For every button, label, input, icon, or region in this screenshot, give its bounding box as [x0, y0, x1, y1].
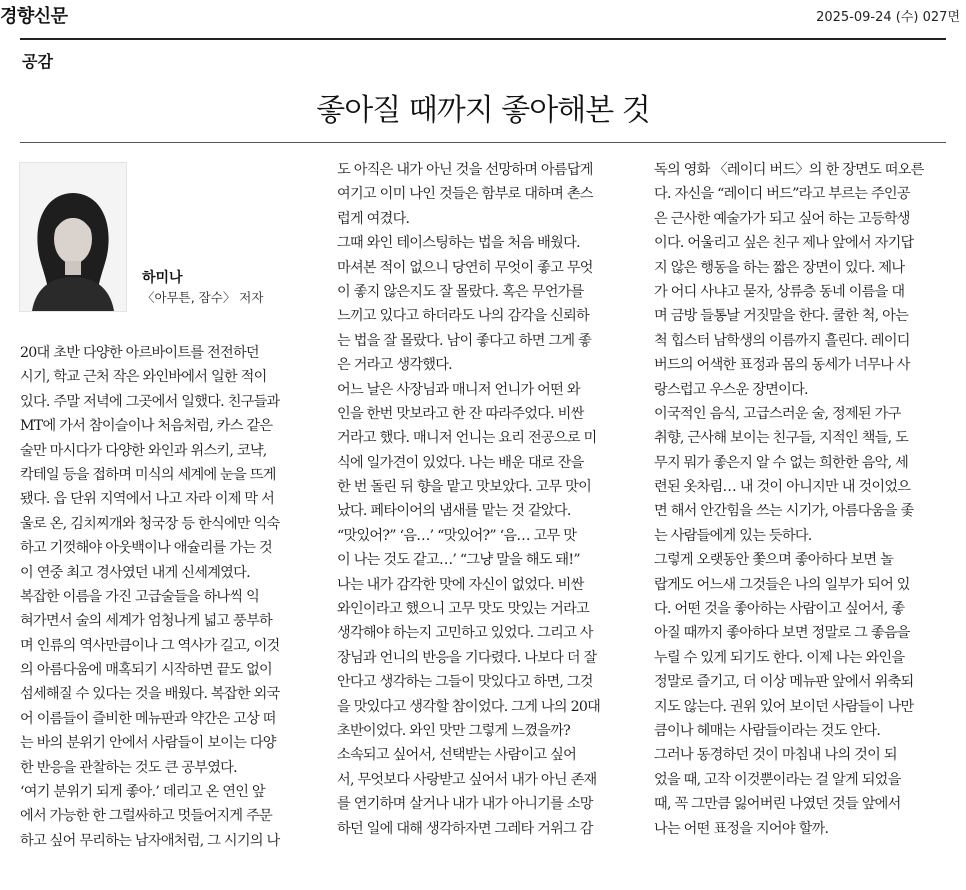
text-line: 독의 영화 〈레이디 버드〉의 한 장면도 떠오른 — [654, 162, 924, 178]
text-line: 는 사람들에게 있는 듯하다. — [654, 527, 812, 544]
text-line: 칵테일 등을 접하며 미식의 세계에 눈을 뜨게 — [20, 466, 276, 483]
text-line: 술만 마시다가 다양한 와인과 위스키, 코냑, — [20, 442, 267, 459]
text-line: 무지 뭐가 좋은지 알 수 없는 희한한 음악, 세 — [654, 454, 909, 471]
text-line: 큼이나 헤매는 사람들이라는 것도 안다. — [654, 722, 881, 739]
text-line: 나는 내가 감각한 맛에 자신이 없었다. 비싼 — [337, 576, 584, 593]
text-line: 그때 와인 테이스팅하는 법을 처음 배웠다. — [337, 235, 580, 252]
text-line: 는 바의 분위기 안에서 사람들이 보이는 다양 — [20, 735, 276, 752]
text-line: 시기, 학교 근처 작은 와인바에서 일한 적이 — [20, 369, 267, 386]
text-line: 을 맛있다고 생각할 참이었다. 그게 나의 20대 — [337, 698, 601, 715]
text-line: 지도 않는다. 권위 있어 보이던 사람들이 나만 — [654, 698, 914, 715]
text-line: 여기고 이미 나인 것들은 함부로 대하며 촌스 — [337, 186, 593, 203]
text-line: 도 아직은 내가 아닌 것을 선망하며 아름답게 — [337, 162, 593, 178]
section-label: 공감 — [22, 52, 53, 71]
text-line: 났다. 페타이어의 냄새를 맡는 것 같았다. — [337, 503, 571, 520]
text-line: 한 반응을 관찰하는 것도 큰 공부였다. — [20, 759, 237, 776]
text-line: 면 해서 안간힘을 쓰는 시기가, 아름다움을 좇 — [654, 503, 914, 520]
text-line: 그러나 동경하던 것이 마침내 나의 것이 되 — [654, 747, 897, 764]
author-title: 〈아무튼, 잠수〉 저자 — [142, 290, 264, 305]
text-line: 섬세해질 수 있다는 것을 배웠다. 복잡한 외국 — [20, 686, 280, 703]
author-name: 하미나 — [142, 270, 183, 286]
text-line: 때, 꼭 그만큼 잃어버린 나였던 것들 앞에서 — [654, 796, 901, 813]
text-line: 안다고 생각하는 그들이 맛있다고 하면, 그것 — [337, 674, 593, 691]
text-line: 장님과 언니의 반응을 기다렸다. 나보다 더 잘 — [337, 649, 597, 666]
newspaper-name: 경향신문 — [0, 6, 68, 27]
article-column-1 — [20, 158, 322, 853]
text-line: MT에 가서 참이슬이나 처음처럼, 카스 같은 — [20, 418, 273, 435]
text-line: 생각해야 하는지 고민하고 있었다. 그리고 사 — [337, 625, 593, 642]
text-line: 가 어디 사냐고 묻자, 상류층 동네 이름을 대 — [654, 283, 905, 300]
text-line: 됐다. 읍 단위 지역에서 나고 자라 이제 막 서 — [20, 491, 275, 508]
text-line: 버드의 어색한 표정과 몸의 동세가 너무나 사 — [654, 357, 910, 374]
top-rule — [20, 38, 946, 40]
text-line: 은 근사한 예술가가 되고 싶어 하는 고등학생 — [654, 210, 910, 227]
issue-dateline: 2025-09-24 (수) 027면 — [816, 10, 960, 25]
text-line: 랑스럽고 우스운 장면이다. — [654, 381, 808, 398]
text-line: 의 아름다움에 매혹되기 시작하면 끝도 없이 — [20, 662, 272, 679]
text-line: 이다. 어울리고 싶은 친구 제나 앞에서 자기답 — [654, 235, 914, 252]
text-line: 은 거라고 생각했다. — [337, 357, 452, 374]
text-line: 아질 때까지 좋아하다 보면 정말로 그 좋음을 — [654, 625, 910, 642]
masthead — [0, 0, 966, 26]
text-line: 이 나는 것도 같고…’ “그냥 말을 해도 돼!” — [337, 552, 580, 569]
text-line: 거라고 했다. 매니저 언니는 요리 전공으로 미 — [337, 430, 597, 447]
article-headline: 좋아질 때까지 좋아해본 것 — [316, 93, 650, 128]
text-line: 복잡한 이름을 가진 고급술들을 하나씩 익 — [20, 588, 260, 605]
text-line: 누릴 수 있게 되기도 한다. 이제 나는 와인을 — [654, 649, 905, 666]
article-column-3 — [654, 158, 952, 841]
text-line: 하고 싶어 무리하는 남자애처럼, 그 시기의 나 — [20, 832, 280, 849]
article-column-2 — [337, 158, 635, 841]
text-line: 와인이라고 했으니 고무 맛도 맛있는 거라고 — [337, 601, 589, 618]
text-line: 며 금방 들통날 거짓말을 한다. 쿨한 척, 아는 — [654, 308, 909, 325]
text-line: 있다. 주말 저녁에 그곳에서 일했다. 친구들과 — [20, 393, 280, 410]
text-line: 인을 한번 맛보라고 한 잔 따라주었다. 비싼 — [337, 405, 584, 422]
text-line: 척 힙스터 남학생의 이름까지 흘린다. 레이디 — [654, 332, 910, 349]
text-line: 며 인류의 역사만큼이나 그 역사가 길고, 이것 — [20, 637, 280, 654]
text-line: 를 연기하며 살거나 내가 내가 아니기를 소망 — [337, 796, 593, 813]
text-line: “맛있어?” ‘음…’ “맛있어?” ‘음… 고무 맛 — [337, 527, 577, 544]
text-line: 20대 초반 다양한 아르바이트를 전전하던 — [20, 345, 259, 361]
text-line: 럽게 여겼다. — [337, 210, 410, 227]
text-line: 하던 일에 대해 생각하자면 그레타 거위그 감 — [337, 820, 593, 837]
text-line: 이 좋지 않은지도 잘 몰랐다. 혹은 무언가를 — [337, 283, 584, 300]
text-line: 랍게도 어느새 그것들은 나의 일부가 되어 있 — [654, 576, 910, 593]
text-line: 식에 일가견이 있었다. 나는 배운 대로 잔을 — [337, 454, 584, 471]
text-line: ‘여기 분위기 되게 좋아.’ 데리고 온 연인 앞 — [20, 784, 265, 801]
text-line: 정말로 즐기고, 더 이상 메뉴판 앞에서 위축되 — [654, 674, 914, 691]
text-line: 이 연중 최고 경사였던 내게 신세계였다. — [20, 564, 250, 581]
text-line: 련된 옷차림… 내 것이 아니지만 내 것이었으 — [654, 479, 911, 496]
text-line: 한 번 돌린 뒤 향을 맡고 맛보았다. 고무 맛이 — [337, 479, 592, 496]
text-line: 지 않은 행동을 하는 짧은 장면이 있다. 제나 — [654, 259, 905, 276]
text-line: 마셔본 적이 없으니 당연히 무엇이 좋고 무엇 — [337, 259, 593, 276]
text-line: 취향, 근사해 보이는 친구들, 지적인 책들, 도 — [654, 430, 909, 447]
text-line: 그렇게 오랫동안 쫓으며 좋아하다 보면 놀 — [654, 552, 894, 569]
text-line: 어느 날은 사장님과 매니저 언니가 어떤 와 — [337, 381, 580, 398]
text-line: 다. 자신을 “레이디 버드”라고 부르는 주인공 — [654, 186, 910, 203]
text-line: 느끼고 있다고 하더라도 나의 감각을 신뢰하 — [337, 308, 589, 325]
text-line: 울로 온, 김치찌개와 청국장 등 한식에만 익숙 — [20, 515, 280, 532]
text-line: 소속되고 싶어서, 선택받는 사람이고 싶어 — [337, 747, 577, 764]
text-line: 나는 어떤 표정을 지어야 할까. — [654, 820, 829, 837]
text-line: 초반이었다. 와인 맛만 그렇게 느꼈을까? — [337, 722, 570, 739]
text-line: 이국적인 음식, 고급스러운 술, 정제된 가구 — [654, 405, 901, 422]
text-line: 하고 기껏해야 아웃백이나 애슐리를 가는 것 — [20, 540, 272, 557]
text-line: 다. 어떤 것을 좋아하는 사람이고 싶어서, 좋 — [654, 601, 905, 618]
text-line: 어 이름들이 즐비한 메뉴판과 약간은 고상 떠 — [20, 710, 276, 727]
text-line: 혀가면서 술의 세계가 엄청나게 넓고 풍부하 — [20, 613, 272, 630]
text-line: 에서 가능한 한 그럴싸하고 멋들어지게 주문 — [20, 808, 272, 825]
text-line: 었을 때, 고작 이것뿐이라는 걸 알게 되었을 — [654, 771, 901, 788]
column-spacer — [20, 158, 322, 341]
text-line: 서, 무엇보다 사랑받고 싶어서 내가 아닌 존재 — [337, 771, 597, 788]
text-line: 는 법을 잘 몰랐다. 남이 좋다고 하면 그게 좋 — [337, 332, 592, 349]
headline-rule — [20, 142, 946, 143]
